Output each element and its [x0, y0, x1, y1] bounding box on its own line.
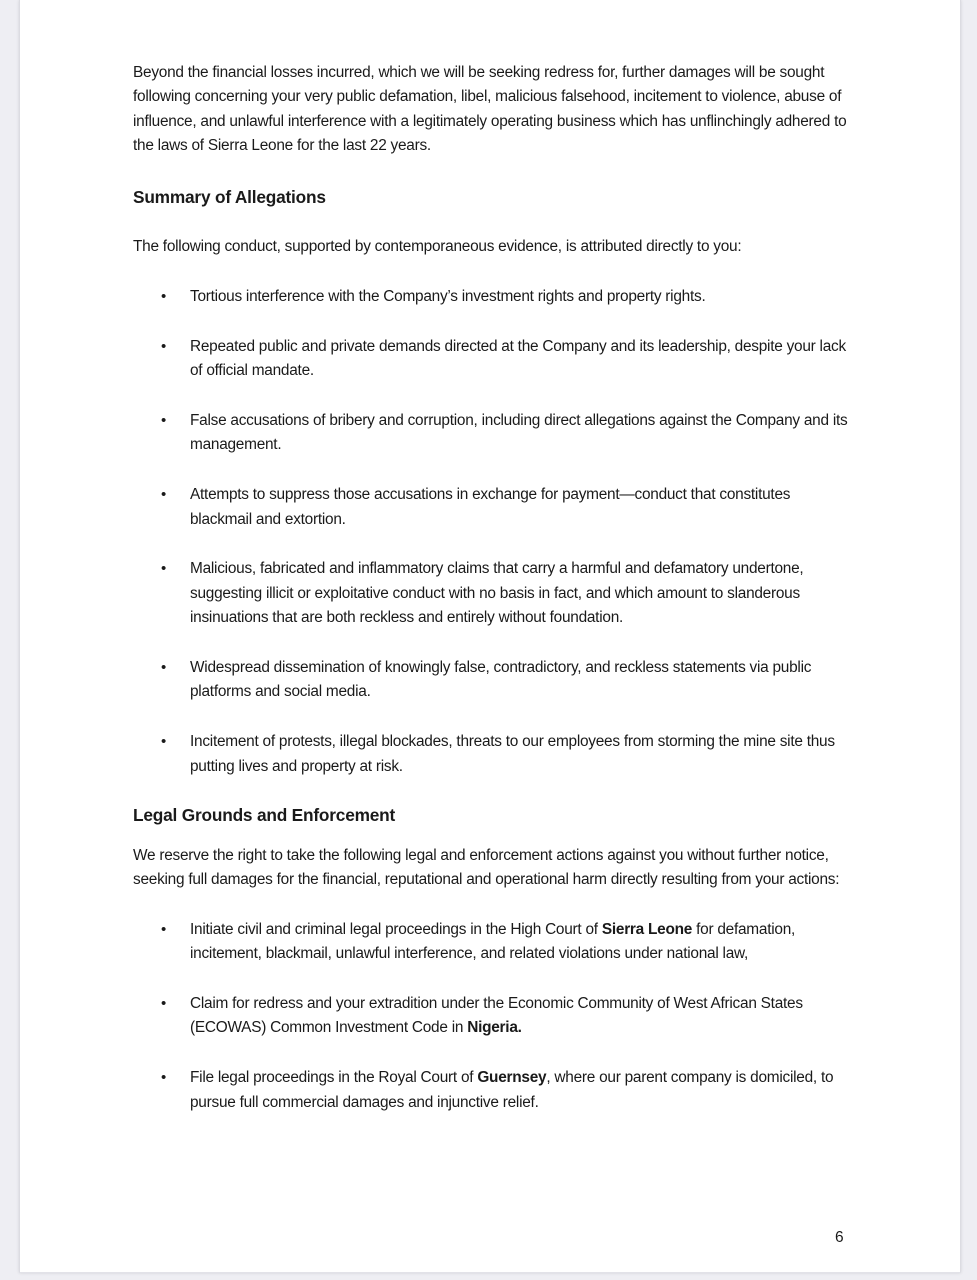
list-item-text: Repeated public and private demands directed at the Company and its leadership, despite your lack of official mandate.	[190, 337, 846, 380]
bullet-icon: •	[161, 337, 167, 355]
bullet-icon: •	[161, 486, 167, 504]
list-item-text: Widespread dissemination of knowingly false, contradictory, and reckless statements via public platforms and social media.	[190, 659, 812, 701]
legal-intro: We reserve the right to take the following legal and enforcement actions against you without further notice, seeking full damages for the financial, reputational and operational harm directly resulting from your actions:	[133, 847, 840, 889]
list-item	[133, 992, 853, 1041]
list-item-text: Attempts to suppress those accusations in exchange for payment—conduct that constitutes blackmail and extortion.	[190, 486, 791, 528]
document-body	[133, 61, 853, 1140]
bullet-icon: •	[161, 733, 167, 751]
list-item-text: False accusations of bribery and corruption, including direct allegations against the Company and its management.	[190, 412, 848, 454]
list-item-text: Initiate civil and criminal legal proceedings in the High Court of Sierra Leone for defamation, incitement, blackmail, unlawful interference, and related violations under national law,	[190, 920, 796, 963]
bullet-icon: •	[161, 659, 167, 677]
legal-heading: Legal Grounds and Enforcement	[133, 805, 396, 826]
list-item	[133, 557, 853, 630]
list-item-text: Tortious interference with the Company’s investment rights and property rights.	[190, 288, 706, 306]
list-item-text: Incitement of protests, illegal blockades, threats to our employees from storming the mine site thus putting lives and property at risk.	[190, 733, 835, 775]
list-item	[133, 483, 853, 532]
list-item	[133, 656, 853, 705]
bullet-icon: •	[161, 560, 167, 578]
allegations-list	[133, 285, 853, 779]
enforcement-list	[133, 918, 853, 1115]
summary-heading: Summary of Allegations	[133, 186, 326, 207]
bullet-icon: •	[161, 288, 167, 306]
page-number: 6	[835, 1229, 844, 1246]
bullet-icon: •	[161, 920, 167, 938]
list-item-text: Claim for redress and your extradition under the Economic Community of West African States (ECOWAS) Common Investment Code in Nigeria.	[190, 995, 803, 1037]
list-item-text: Malicious, fabricated and inflammatory claims that carry a harmful and defamatory undertone, suggesting illicit or exploitative conduct with no basis in fact, and which amount to slanderous insinuations that are both reckless and entirely without foundation.	[190, 560, 804, 627]
bullet-icon: •	[161, 412, 167, 430]
document-page	[19, 0, 961, 1273]
summary-intro: The following conduct, supported by contemporaneous evidence, is attributed directly to you:	[133, 237, 742, 255]
opening-paragraph: Beyond the financial losses incurred, which we will be seeking redress for, further damages will be sought following concerning your very public defamation, libel, malicious falsehood, incitement to violence, abuse of influence, and unlawful interference with a legitimately operating business which has unflinchingly adhered to the laws of Sierra Leone for the last 22 years.	[133, 64, 847, 155]
bullet-icon: •	[161, 995, 167, 1013]
list-item	[133, 285, 853, 309]
emphasis-location: Sierra Leone	[601, 920, 693, 938]
bullet-icon: •	[161, 1069, 167, 1087]
list-item	[133, 409, 853, 458]
list-item	[133, 730, 853, 779]
list-item	[133, 918, 853, 967]
list-item	[133, 335, 853, 384]
list-item-text: File legal proceedings in the Royal Court of Guernsey, where our parent company is domiciled, to pursue full commercial damages and injunctive relief.	[190, 1069, 834, 1111]
emphasis-location: Nigeria.	[467, 1019, 522, 1037]
list-item	[133, 1066, 853, 1115]
emphasis-location: Guernsey	[477, 1069, 547, 1087]
